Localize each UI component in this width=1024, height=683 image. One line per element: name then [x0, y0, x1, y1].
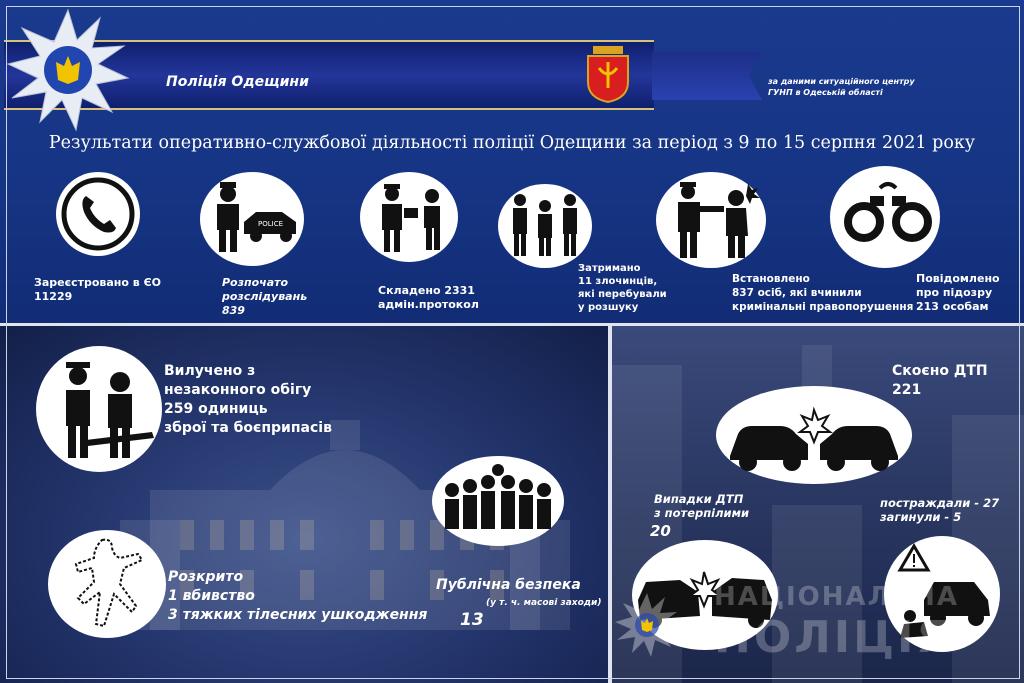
ribbon-tail — [652, 52, 762, 100]
weapons-icon — [36, 346, 162, 472]
phone-icon — [56, 172, 140, 256]
injured-cases-value: 20 — [650, 522, 671, 540]
source-line-2: ГУНП в Одеській області — [768, 88, 883, 97]
police-star-emblem — [6, 8, 130, 132]
public-safety-note: (у т. ч. масові заходи) — [486, 598, 602, 608]
chalk-outline-icon — [48, 530, 166, 638]
accidents-label: Скоєно ДТП 221 — [892, 363, 988, 398]
horizontal-divider — [0, 323, 1024, 326]
weapons-label: Вилучено з незаконного обігу 259 одиниць зброї та боєприпасів — [164, 363, 332, 436]
handcuffs-icon — [830, 166, 940, 268]
svg-text:POLICE: POLICE — [258, 220, 284, 228]
established-label: Встановлено 837 осіб, які вчинили кримінальні правопорушення — [732, 273, 914, 313]
odesa-coat-of-arms — [583, 44, 633, 104]
watermark-line-2: ПОЛІЦІЯ — [714, 612, 954, 663]
detained-icon — [498, 184, 592, 268]
source-line-1: за даними ситуаційного центру — [768, 77, 915, 86]
crowd-icon — [432, 456, 564, 546]
police-car-icon — [200, 172, 304, 266]
public-safety-title: Публічна безпека — [436, 577, 581, 593]
investigations-label: Розпочато розслідувань 839 — [222, 276, 308, 317]
watermark-emblem-icon — [612, 590, 682, 660]
suspicion-label: Повідомлено про підозру 213 особам — [916, 272, 1000, 313]
victims-label: постраждали - 27 загинули - 5 — [880, 496, 1000, 524]
page-title: Результати оперативно-службової діяльності поліції Одещини за період з 9 по 15 серпня 2021 року — [48, 133, 976, 153]
watermark-line-1: НАЦІОНАЛЬНА — [714, 582, 959, 612]
crimes-label: Розкрито 1 вбивство 3 тяжких тілесних ушкодження — [168, 569, 428, 623]
detained-label: Затримано 11 злочинців, які перебували у розшуку — [578, 263, 667, 313]
public-safety-value: 13 — [460, 610, 484, 630]
registered-label: Зареєстровано в ЄО 11229 — [34, 276, 162, 303]
source-note — [768, 76, 915, 98]
police-title: Поліція Одещини — [166, 74, 309, 90]
car-crash-icon — [716, 386, 912, 484]
injured-cases-label: Випадки ДТП з потерпілими — [654, 492, 750, 520]
arrest-icon — [656, 172, 766, 268]
protocol-icon — [360, 172, 458, 262]
protocols-label: Складено 2331 адмін.протокол — [378, 284, 479, 311]
